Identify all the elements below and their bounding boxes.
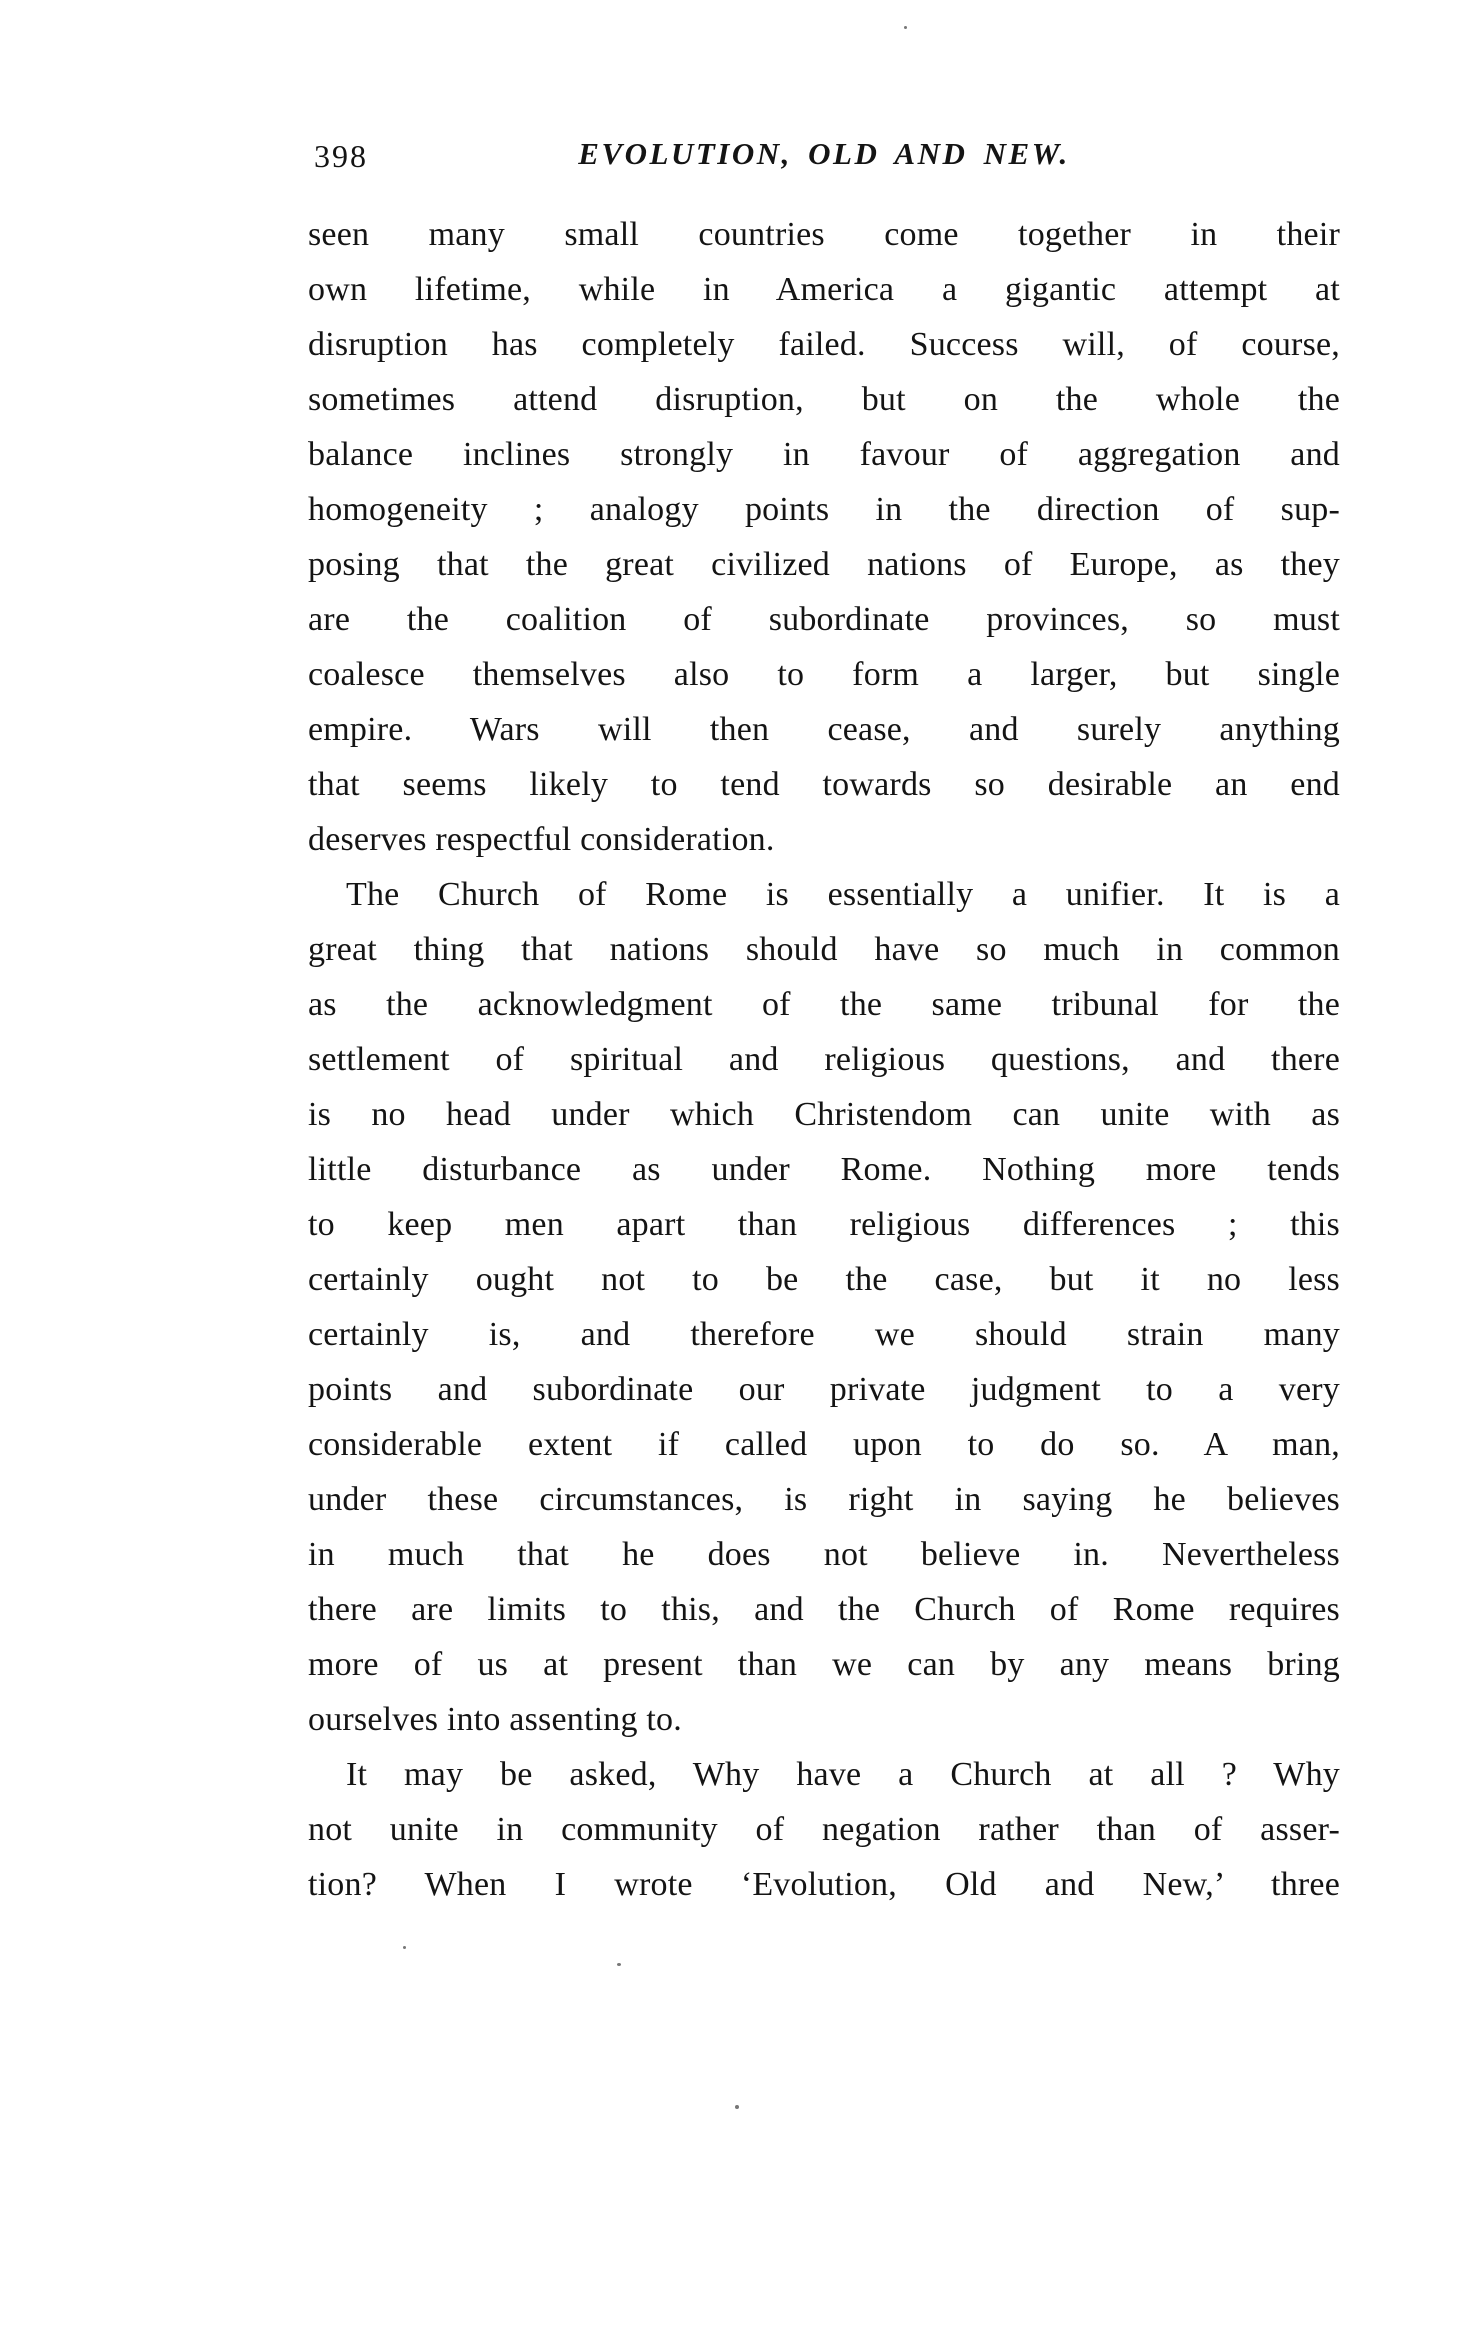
- scan-speck: [904, 26, 907, 29]
- text-line: that seems likely to tend towards so desirable an end: [308, 766, 1340, 803]
- text-line: to keep men apart than religious differences ; this: [308, 1206, 1340, 1243]
- text-line: certainly ought not to be the case, but it no less: [308, 1261, 1340, 1298]
- text-line: coalesce themselves also to form a larger, but single: [308, 656, 1340, 693]
- page-header: [308, 136, 1340, 184]
- text-line: points and subordinate our private judgment to a very: [308, 1371, 1340, 1408]
- text-line: under these circumstances, is right in saying he believes: [308, 1481, 1340, 1518]
- text-line: great thing that nations should have so much in common: [308, 931, 1340, 968]
- scan-speck: [617, 1963, 621, 1966]
- text-line: little disturbance as under Rome. Nothing more tends: [308, 1151, 1340, 1188]
- text-line: seen many small countries come together in their: [308, 216, 1340, 253]
- text-line: own lifetime, while in America a gigantic attempt at: [308, 271, 1340, 308]
- text-line: settlement of spiritual and religious questions, and there: [308, 1041, 1340, 1078]
- text-line: in much that he does not believe in. Nevertheless: [308, 1536, 1340, 1573]
- text-line: homogeneity ; analogy points in the direction of sup-: [308, 491, 1340, 528]
- text-line: tion? When I wrote ‘Evolution, Old and New,’ three: [308, 1866, 1340, 1903]
- text-line: not unite in community of negation rather than of asser-: [308, 1811, 1340, 1848]
- scan-speck: [735, 2105, 739, 2109]
- text-line: deserves respectful consideration.: [308, 821, 775, 858]
- text-line: certainly is, and therefore we should strain many: [308, 1316, 1340, 1353]
- text-column: [308, 207, 1340, 1912]
- text-line: there are limits to this, and the Church of Rome requires: [308, 1591, 1340, 1628]
- text-line: sometimes attend disruption, but on the whole the: [308, 381, 1340, 418]
- text-line: posing that the great civilized nations of Europe, as they: [308, 546, 1340, 583]
- text-line: are the coalition of subordinate provinces, so must: [308, 601, 1340, 638]
- scan-speck: [403, 1946, 406, 1949]
- page-number: 398: [314, 138, 368, 174]
- text-line: empire. Wars will then cease, and surely anything: [308, 711, 1340, 748]
- text-line: ourselves into assenting to.: [308, 1701, 682, 1738]
- text-line: is no head under which Christendom can unite with as: [308, 1096, 1340, 1133]
- text-line: more of us at present than we can by any means bring: [308, 1646, 1340, 1683]
- text-line: as the acknowledgment of the same tribunal for the: [308, 986, 1340, 1023]
- running-head-title: EVOLUTION, OLD AND NEW.: [578, 136, 1070, 171]
- text-line: The Church of Rome is essentially a unifier. It is a: [346, 876, 1340, 913]
- text-line: considerable extent if called upon to do so. A man,: [308, 1426, 1340, 1463]
- text-line: balance inclines strongly in favour of aggregation and: [308, 436, 1340, 473]
- text-line: disruption has completely failed. Success will, of course,: [308, 326, 1340, 363]
- text-line: It may be asked, Why have a Church at all ? Why: [346, 1756, 1340, 1793]
